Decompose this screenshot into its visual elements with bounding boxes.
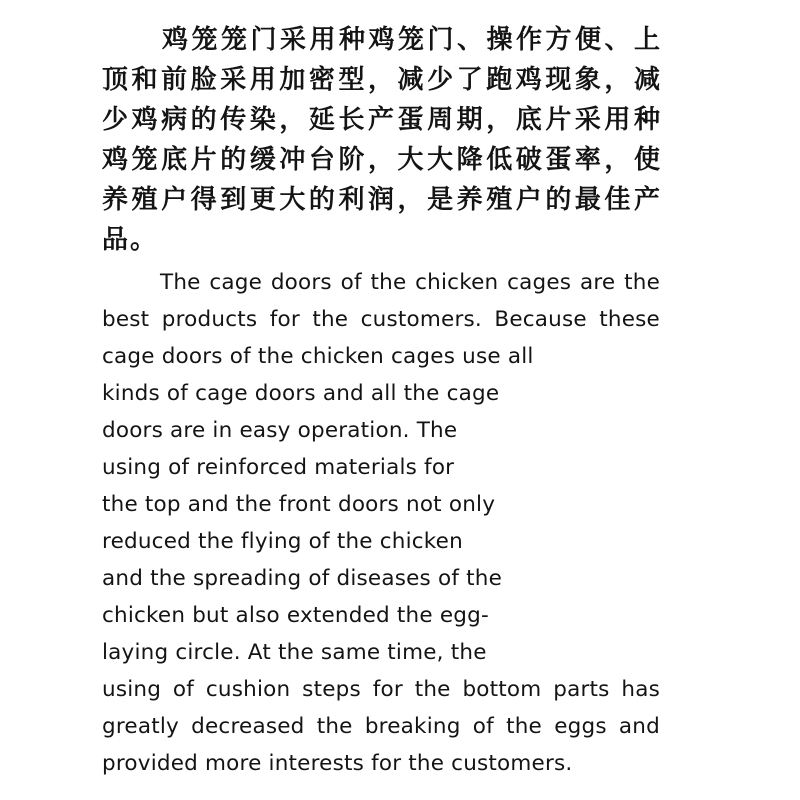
english-line: provided more interests for the customers. (102, 751, 573, 776)
english-line: laying circle. At the same time, the (102, 640, 487, 665)
chinese-line: 顶和前脸采用加密型，减少了跑鸡现象，减 (102, 65, 662, 95)
english-line: doors are in easy operation. The (102, 418, 458, 443)
chinese-line: 鸡笼底片的缓冲台阶，大大降低破蛋率，使 (102, 145, 662, 175)
chinese-line: 养殖户得到更大的利润，是养殖户的最佳产 (102, 185, 662, 215)
english-line: kinds of cage doors and all the cage (102, 381, 500, 406)
english-line: and the spreading of diseases of the (102, 566, 503, 591)
english-line: chicken but also extended the egg- (102, 603, 489, 628)
english-line: using of reinforced materials for (102, 455, 455, 480)
english-line: greatly decreased the breaking of the eggs and (102, 714, 660, 739)
english-line: cage doors of the chicken cages use all (102, 344, 534, 369)
chinese-line: 品。 (102, 225, 159, 255)
chinese-line: 少鸡病的传染，延长产蛋周期，底片采用种 (102, 105, 662, 135)
english-line: The cage doors of the chicken cages are the (160, 270, 660, 295)
english-line: using of cushion steps for the bottom parts has (102, 677, 660, 702)
english-line: best products for the customers. Because these (102, 307, 660, 332)
english-line: the top and the front doors not only (102, 492, 496, 517)
chinese-line: 鸡笼笼门采用种鸡笼门、操作方便、上 (162, 25, 662, 55)
english-paragraph (102, 264, 660, 782)
chinese-paragraph (102, 20, 662, 260)
english-line: reduced the flying of the chicken (102, 529, 463, 554)
